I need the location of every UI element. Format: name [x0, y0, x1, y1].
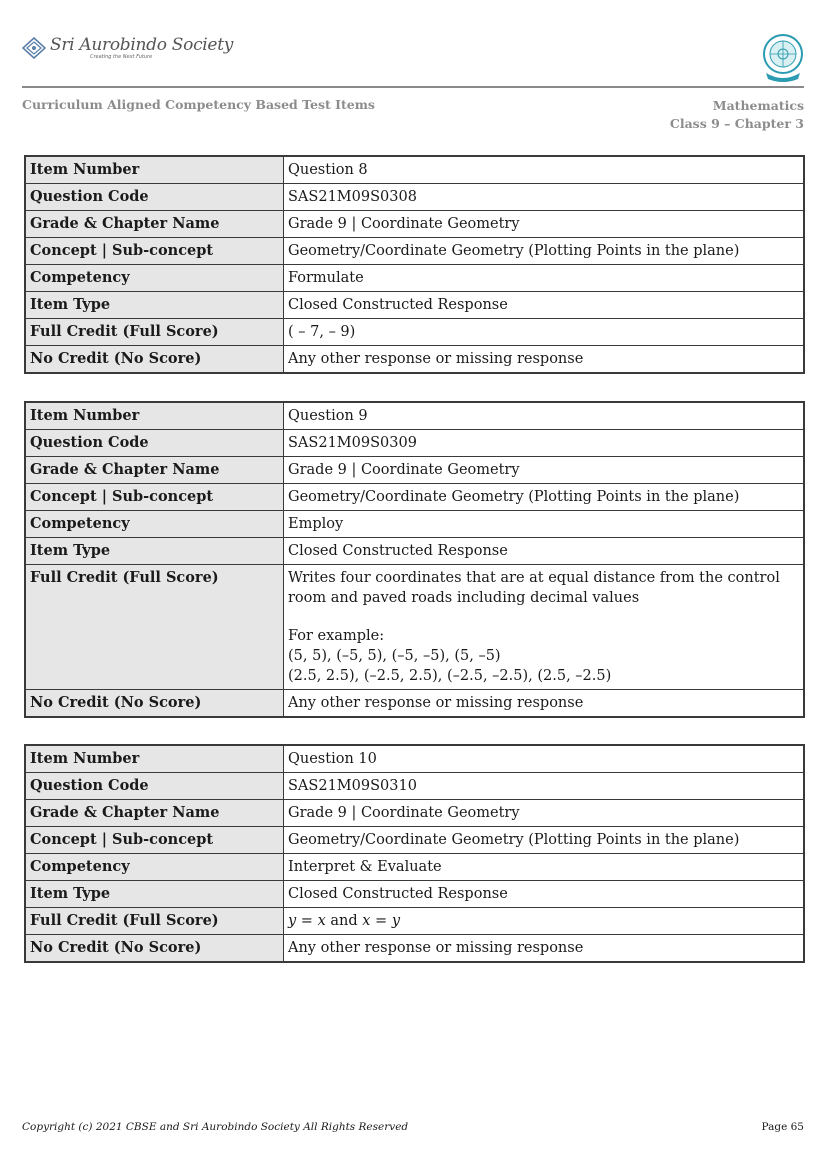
- item-type-value: Closed Constructed Response: [284, 881, 805, 908]
- row-label: Item Type: [25, 881, 284, 908]
- table-row: [25, 827, 804, 854]
- table-row: [25, 484, 804, 511]
- var-x: x: [362, 913, 371, 929]
- row-label: Item Type: [25, 538, 284, 565]
- concept-value: Geometry/Coordinate Geometry (Plotting Points in the plane): [284, 238, 805, 265]
- org-tagline: Creating the Next Future: [90, 54, 153, 60]
- row-label: Full Credit (Full Score): [25, 565, 284, 690]
- class-chapter: Class 9 – Chapter 3: [669, 116, 804, 131]
- table-row: [25, 935, 804, 963]
- subject: Mathematics: [712, 98, 804, 113]
- example-label: For example:: [288, 628, 385, 644]
- competency-value: Formulate: [284, 265, 805, 292]
- row-label: Competency: [25, 265, 284, 292]
- no-credit-value: Any other response or missing response: [284, 935, 805, 963]
- grade-chapter-value: Grade 9 | Coordinate Geometry: [284, 457, 805, 484]
- table-row: [25, 511, 804, 538]
- row-label: Concept | Sub-concept: [25, 827, 284, 854]
- item-type-value: Closed Constructed Response: [284, 292, 805, 319]
- row-label: Question Code: [25, 430, 284, 457]
- page-number: Page 65: [761, 1121, 804, 1133]
- competency-value: Employ: [284, 511, 805, 538]
- table-row: [25, 184, 804, 211]
- no-credit-value: Any other response or missing response: [284, 690, 805, 718]
- table-row: [25, 800, 804, 827]
- table-row: [25, 881, 804, 908]
- equals: =: [370, 913, 392, 929]
- table-row: [25, 908, 804, 935]
- table-row: [25, 773, 804, 800]
- table-row: [25, 854, 804, 881]
- row-label: Item Number: [25, 402, 284, 430]
- equals: =: [296, 913, 318, 929]
- copyright-notice: Copyright (c) 2021 CBSE and Sri Aurobindo Society All Rights Reserved: [22, 1121, 409, 1133]
- item-table-question-10: [24, 744, 805, 963]
- no-credit-value: Any other response or missing response: [284, 346, 805, 374]
- table-row: [25, 319, 804, 346]
- table-row: [25, 457, 804, 484]
- table-row: [25, 402, 804, 430]
- table-row: [25, 265, 804, 292]
- sri-aurobindo-society-logo: [22, 36, 233, 60]
- example-line-2: (2.5, 2.5), (–2.5, 2.5), (–2.5, –2.5), (2.5, –2.5): [288, 668, 612, 684]
- item-number-value: Question 8: [284, 156, 805, 184]
- society-emblem-icon: [22, 37, 46, 59]
- document-title: Curriculum Aligned Competency Based Test Items: [22, 97, 375, 112]
- table-row: [25, 211, 804, 238]
- subject-header: [670, 97, 804, 133]
- question-code-value: SAS21M09S0309: [284, 430, 805, 457]
- row-label: Grade & Chapter Name: [25, 800, 284, 827]
- table-row: [25, 430, 804, 457]
- question-code-value: SAS21M09S0310: [284, 773, 805, 800]
- row-label: Full Credit (Full Score): [25, 319, 284, 346]
- row-label: Grade & Chapter Name: [25, 457, 284, 484]
- row-label: No Credit (No Score): [25, 690, 284, 718]
- item-number-value: Question 9: [284, 402, 805, 430]
- var-y: y: [391, 913, 401, 929]
- and-text: and: [325, 913, 363, 929]
- table-row: [25, 745, 804, 773]
- row-label: Question Code: [25, 773, 284, 800]
- table-row: [25, 238, 804, 265]
- item-number-value: Question 10: [284, 745, 805, 773]
- table-row: [25, 346, 804, 374]
- row-label: Item Type: [25, 292, 284, 319]
- item-table-question-8: [24, 155, 805, 374]
- row-label: Full Credit (Full Score): [25, 908, 284, 935]
- row-label: Competency: [25, 854, 284, 881]
- row-label: Concept | Sub-concept: [25, 238, 284, 265]
- row-label: No Credit (No Score): [25, 346, 284, 374]
- header-divider: [22, 86, 804, 88]
- row-label: Question Code: [25, 184, 284, 211]
- example-line-1: (5, 5), (–5, 5), (–5, –5), (5, –5): [288, 648, 501, 664]
- var-x: x: [317, 913, 326, 929]
- row-label: Concept | Sub-concept: [25, 484, 284, 511]
- question-code-value: SAS21M09S0308: [284, 184, 805, 211]
- full-credit-description: Writes four coordinates that are at equal distance from the control room and paved roads including decimal values: [288, 570, 780, 606]
- cbse-seal-icon: [760, 33, 806, 83]
- org-name: Sri Aurobindo Society: [50, 35, 234, 55]
- row-label: Item Number: [25, 156, 284, 184]
- grade-chapter-value: Grade 9 | Coordinate Geometry: [284, 211, 805, 238]
- item-table-question-9: [24, 401, 805, 718]
- concept-value: Geometry/Coordinate Geometry (Plotting Points in the plane): [284, 827, 805, 854]
- grade-chapter-value: Grade 9 | Coordinate Geometry: [284, 800, 805, 827]
- item-type-value: Closed Constructed Response: [284, 538, 805, 565]
- row-label: Item Number: [25, 745, 284, 773]
- var-y: y: [288, 913, 297, 929]
- full-credit-value: [284, 908, 805, 935]
- competency-value: Interpret & Evaluate: [284, 854, 805, 881]
- table-row: [25, 292, 804, 319]
- table-row: [25, 565, 804, 690]
- row-label: Grade & Chapter Name: [25, 211, 284, 238]
- full-credit-value: ( – 7, – 9): [284, 319, 805, 346]
- row-label: Competency: [25, 511, 284, 538]
- table-row: [25, 156, 804, 184]
- table-row: [25, 538, 804, 565]
- full-credit-value: [284, 565, 805, 690]
- row-label: No Credit (No Score): [25, 935, 284, 963]
- concept-value: Geometry/Coordinate Geometry (Plotting Points in the plane): [284, 484, 805, 511]
- spacer: [288, 608, 799, 626]
- table-row: [25, 690, 804, 718]
